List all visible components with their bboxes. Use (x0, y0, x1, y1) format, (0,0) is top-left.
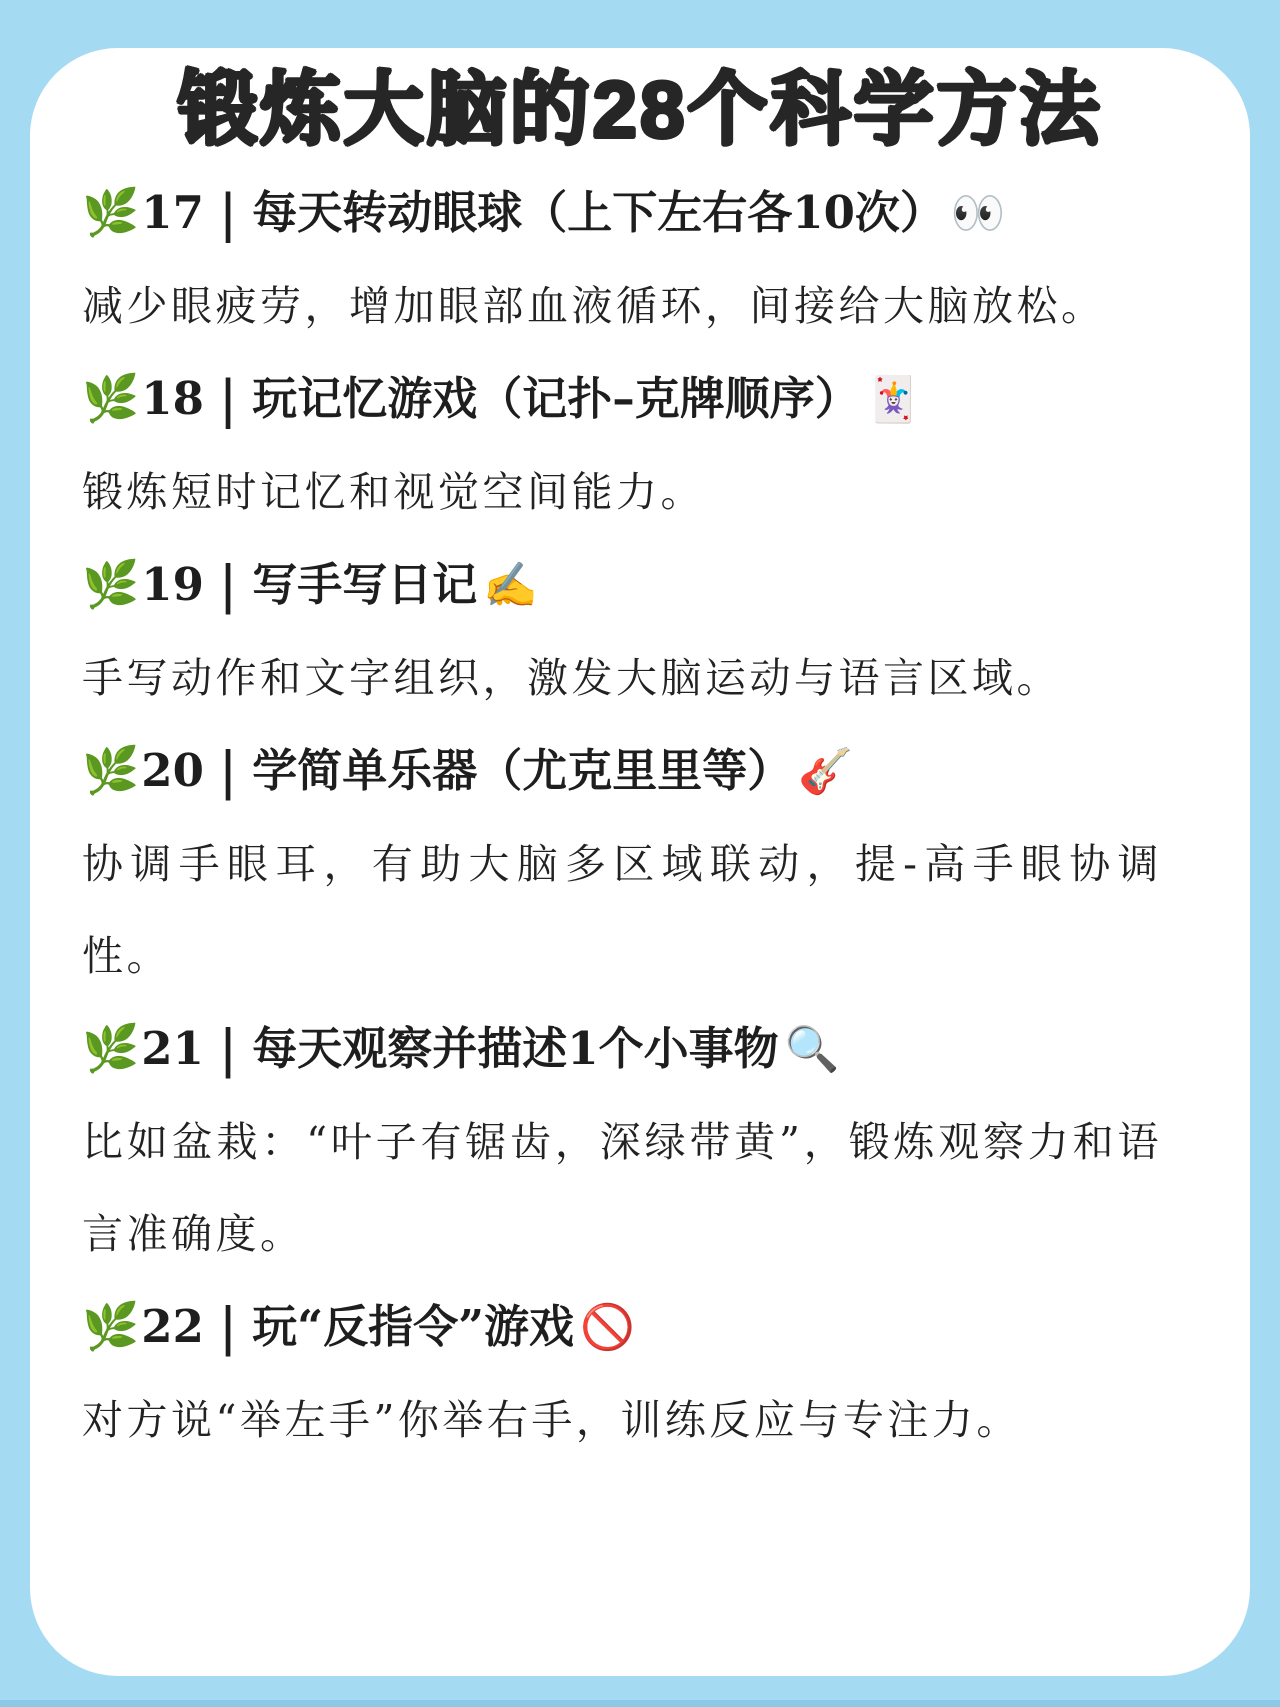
list-item (82, 1280, 1198, 1466)
item-title: 学简单乐器（尤克里里等） (252, 744, 793, 797)
joker-card-icon: 🃏 (865, 374, 921, 425)
item-heading (82, 1002, 1198, 1096)
divider-bar: | (219, 367, 237, 429)
item-title: 玩记忆游戏（记扑–克牌顺序） (252, 372, 860, 425)
list-item (82, 1002, 1198, 1280)
item-number: 21 (141, 1022, 204, 1075)
list-item (82, 538, 1198, 724)
eyes-icon: 👀 (950, 188, 1006, 239)
herb-icon: 🌿 (82, 185, 140, 239)
item-description: 对方说“举左手”你举右手，训练反应与专注力。 (82, 1396, 1021, 1444)
guitar-icon: 🎸 (798, 746, 854, 797)
item-description: 锻炼短时记忆和视觉空间能力。 (82, 468, 705, 516)
writing-hand-icon: ✍️ (483, 560, 539, 611)
item-number: 20 (141, 744, 204, 797)
item-number: 17 (141, 186, 204, 239)
item-title: 每天观察并描述1个小事物 (252, 1022, 779, 1075)
item-number: 22 (141, 1300, 204, 1353)
list-item (82, 352, 1198, 538)
item-heading (82, 352, 1198, 446)
item-description: 减少眼疲劳，增加眼部血液循环，间接给大脑放松。 (82, 282, 1106, 330)
herb-icon: 🌿 (82, 1299, 140, 1353)
divider-bar: | (219, 181, 237, 243)
item-description: 协调手眼耳，有助大脑多区域联动，提-高手眼协调性。 (82, 840, 1162, 980)
list-item (82, 724, 1198, 1002)
divider-bar: | (219, 1295, 237, 1357)
content-card (30, 48, 1250, 1676)
prohibited-icon: 🚫 (580, 1302, 635, 1353)
divider-bar: | (219, 1017, 237, 1079)
item-description: 比如盆栽：“叶子有锯齿，深绿带黄”，锻炼观察力和语言准确度。 (82, 1118, 1162, 1258)
item-heading (82, 166, 1198, 260)
item-description: 手写动作和文字组织，激发大脑运动与语言区域。 (82, 654, 1061, 702)
item-title: 写手写日记 (252, 558, 478, 611)
item-title: 每天转动眼球（上下左右各10次） (252, 186, 945, 239)
divider-bar: | (219, 739, 237, 801)
herb-icon: 🌿 (82, 557, 140, 611)
herb-icon: 🌿 (82, 1021, 140, 1075)
item-number: 19 (141, 558, 204, 611)
magnifying-glass-icon: 🔍 (784, 1024, 840, 1075)
item-number: 18 (141, 372, 204, 425)
item-heading (82, 1280, 1198, 1374)
divider-bar: | (219, 553, 237, 615)
herb-icon: 🌿 (82, 743, 140, 797)
item-heading (82, 724, 1198, 818)
bottom-edge-strip (0, 1700, 1280, 1707)
item-title: 玩“反指令”游戏 (252, 1300, 575, 1353)
list-item (82, 166, 1198, 352)
herb-icon: 🌿 (82, 371, 140, 425)
method-list (82, 166, 1198, 1466)
page-title: 锻炼大脑的28个科学方法 (177, 65, 1103, 154)
item-heading (82, 538, 1198, 632)
